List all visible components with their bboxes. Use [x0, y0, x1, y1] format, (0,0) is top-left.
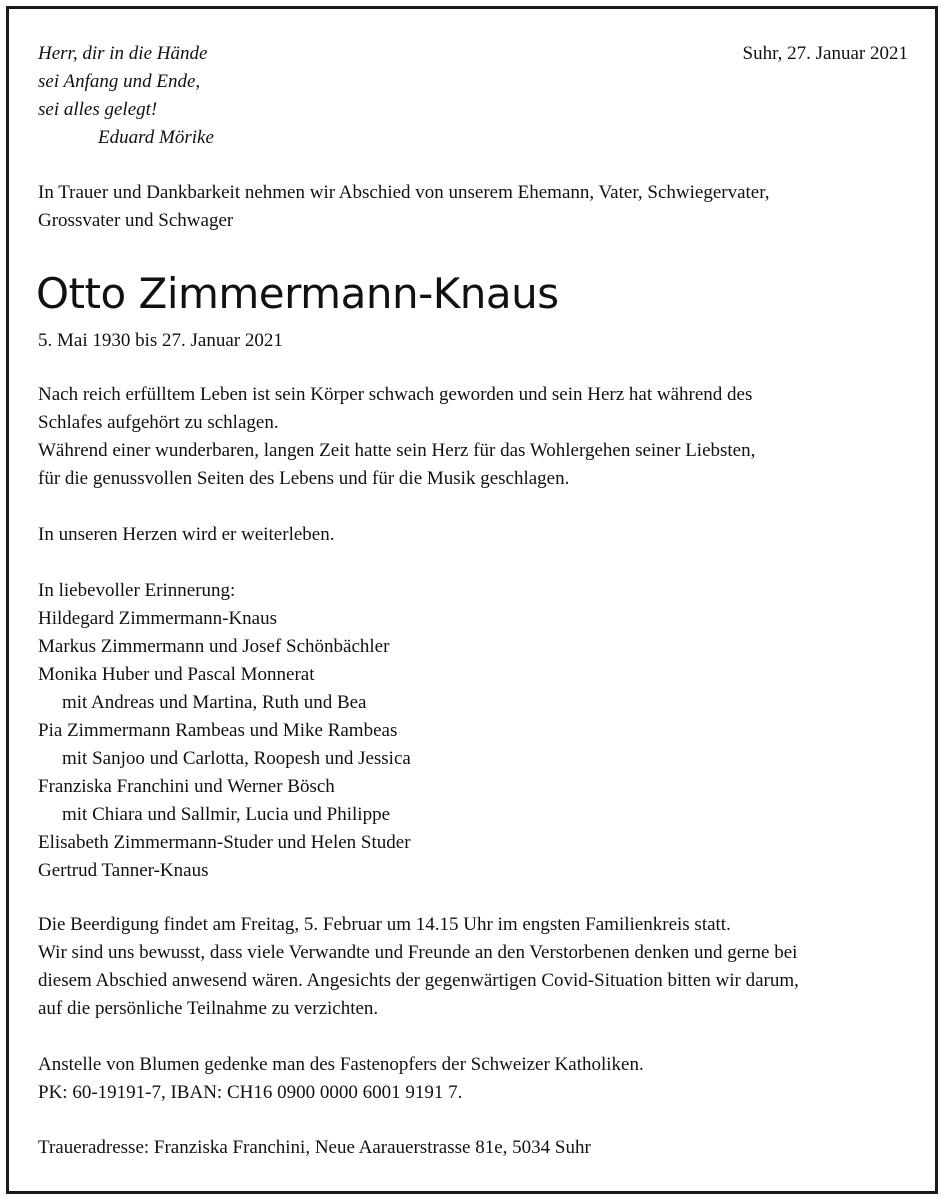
intro-text — [38, 179, 770, 235]
paragraph-line: Während einer wunderbaren, langen Zeit hatte sein Herz für das Wohlergehen seiner Liebsten, — [38, 440, 756, 461]
paragraph-line: PK: 60-19191-7, IBAN: CH16 0900 0000 6001 9191 7. — [38, 1082, 463, 1103]
intro-line: Grossvater und Schwager — [38, 210, 234, 231]
deceased-name: Otto Zimmermann-Knaus — [36, 269, 559, 318]
mourning-address: Traueradresse: Franziska Franchini, Neue Aarauerstrasse 81e, 5034 Suhr — [38, 1137, 591, 1158]
paragraph-line: diesem Abschied anwesend wären. Angesichts der gegenwärtigen Covid-Situation bitten wir darum, — [38, 970, 799, 991]
paragraph-hearts: In unseren Herzen wird er weiterleben. — [38, 524, 335, 545]
paragraph-line: Schlafes aufgehört zu schlagen. — [38, 412, 279, 433]
paragraph-line: Wir sind uns bewusst, dass viele Verwandte und Freunde an den Verstorbenen denken und gerne bei — [38, 942, 798, 963]
paragraph-line: Nach reich erfülltem Leben ist sein Körper schwach geworden und sein Herz hat während des — [38, 384, 753, 405]
epigraph-quote — [38, 40, 214, 152]
intro-line: In Trauer und Dankbarkeit nehmen wir Abschied von unserem Ehemann, Vater, Schwiegervater, — [38, 182, 770, 203]
family-heading: In liebevoller Erinnerung: — [38, 580, 236, 601]
family-list — [38, 577, 411, 885]
family-member: Franziska Franchini und Werner Bösch — [38, 776, 335, 797]
family-member: Gertrud Tanner-Knaus — [38, 860, 209, 881]
paragraph-line: für die genussvollen Seiten des Lebens und für die Musik geschlagen. — [38, 468, 570, 489]
family-member-children: mit Sanjoo und Carlotta, Roopesh und Jessica — [62, 748, 411, 769]
quote-line: sei Anfang und Ende, — [38, 71, 201, 92]
place-date: Suhr, 27. Januar 2021 — [742, 43, 908, 64]
quote-line: Herr, dir in die Hände — [38, 43, 208, 64]
quote-author: Eduard Mörike — [98, 127, 214, 148]
paragraph-line: auf die persönliche Teilnahme zu verzichten. — [38, 998, 379, 1019]
quote-line: sei alles gelegt! — [38, 99, 158, 120]
paragraph-life — [38, 381, 755, 493]
family-member: Monika Huber und Pascal Monnerat — [38, 664, 315, 685]
family-member-children: mit Chiara und Sallmir, Lucia und Philippe — [62, 804, 391, 825]
paragraph-donation — [38, 1051, 644, 1107]
family-member: Markus Zimmermann und Josef Schönbächler — [38, 636, 390, 657]
paragraph-line: Die Beerdigung findet am Freitag, 5. Februar um 14.15 Uhr im engsten Familienkreis statt. — [38, 914, 731, 935]
paragraph-line: Anstelle von Blumen gedenke man des Fastenopfers der Schweizer Katholiken. — [38, 1054, 644, 1075]
family-member: Pia Zimmermann Rambeas und Mike Rambeas — [38, 720, 398, 741]
life-dates: 5. Mai 1930 bis 27. Januar 2021 — [38, 330, 283, 351]
family-member-children: mit Andreas und Martina, Ruth und Bea — [62, 692, 367, 713]
paragraph-funeral — [38, 911, 799, 1023]
family-member: Hildegard Zimmermann-Knaus — [38, 608, 278, 629]
family-member: Elisabeth Zimmermann-Studer und Helen Studer — [38, 832, 411, 853]
